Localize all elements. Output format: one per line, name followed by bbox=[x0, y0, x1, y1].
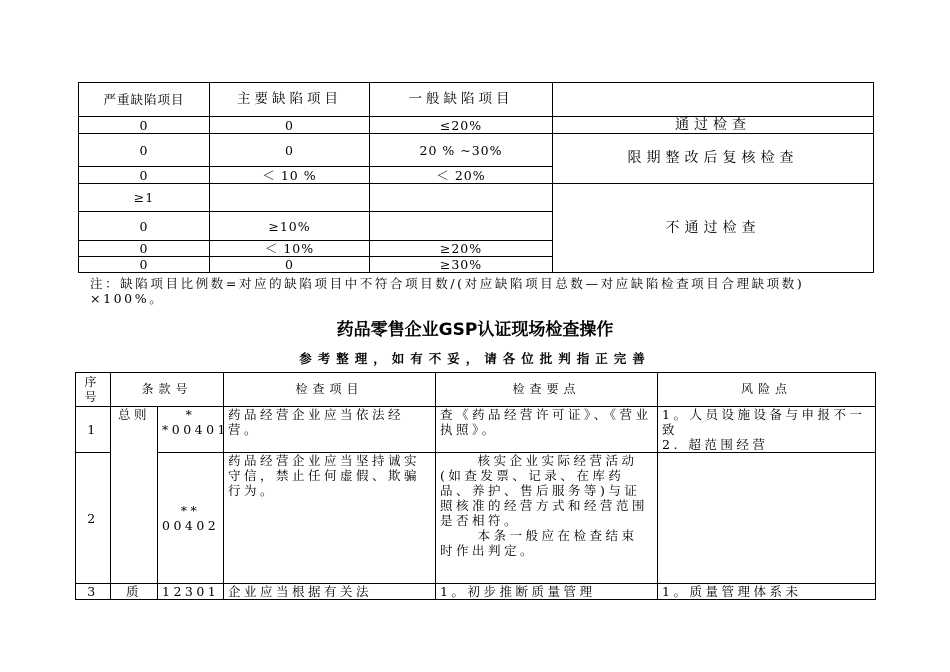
inspection-item: 药品经营企业应当坚持诚实守信，禁止任何虚假、欺骗行为。 bbox=[224, 453, 436, 584]
cell-general: ≤20% bbox=[370, 117, 553, 134]
header-major-defects: 主要缺陷项目 bbox=[210, 83, 370, 117]
cell-major: 0 bbox=[210, 257, 370, 273]
header-severe-defects: 严重缺陷项目 bbox=[79, 83, 210, 117]
cell-general: 20 % ~30% bbox=[370, 134, 553, 167]
row-category: 总则 bbox=[111, 407, 158, 584]
clause-code bbox=[158, 453, 224, 584]
code-number: *00401 bbox=[162, 422, 230, 437]
defect-criteria-table bbox=[78, 82, 874, 273]
result-fail: 不通过检查 bbox=[553, 184, 874, 273]
cell-general: ＜ 20% bbox=[370, 167, 553, 184]
document-subtitle: 参考整理，如有不妥，请各位批判指正完善 bbox=[299, 351, 651, 366]
cell-severe: 0 bbox=[79, 134, 210, 167]
row-number: 3 bbox=[76, 584, 111, 600]
risk-point: 2. 超范围经营 bbox=[662, 437, 769, 452]
table-row bbox=[76, 453, 876, 584]
header-points: 检查要点 bbox=[436, 373, 658, 407]
cell-general bbox=[370, 212, 553, 241]
inspection-points bbox=[436, 453, 658, 584]
risk-point: 1。人员设施设备与申报不一致 bbox=[662, 407, 866, 437]
header-risk: 风险点 bbox=[658, 373, 876, 407]
result-pass: 通过检查 bbox=[553, 117, 874, 134]
inspection-table bbox=[75, 372, 876, 600]
inspection-points: 查《药品经营许可证》、《营业执照》。 bbox=[436, 407, 658, 453]
risk-points bbox=[658, 407, 876, 453]
cell-severe: 0 bbox=[79, 117, 210, 134]
inspection-item: 企业应当根据有关法 bbox=[224, 584, 436, 600]
inspection-item: 药品经营企业应当依法经营。 bbox=[224, 407, 436, 453]
row-number: 2 bbox=[76, 453, 111, 584]
cell-major: ＜ 10% bbox=[210, 241, 370, 257]
cell-severe: ≥1 bbox=[79, 184, 210, 212]
cell-severe: 0 bbox=[79, 212, 210, 241]
result-rectify: 限期整改后复核检查 bbox=[553, 134, 874, 184]
key-mark: * bbox=[185, 407, 196, 422]
cell-major: ＜ 10 % bbox=[210, 167, 370, 184]
ratio-note: 注：缺陷项目比例数=对应的缺陷项目中不符合项目数/(对应缺陷项目总数—对应缺陷检查项目合理缺项数) ×100%。 bbox=[90, 276, 805, 306]
cell-general bbox=[370, 184, 553, 212]
table-row bbox=[76, 584, 876, 600]
header-clause: 条款号 bbox=[111, 373, 224, 407]
risk-points bbox=[658, 453, 876, 584]
header-item: 检查项目 bbox=[224, 373, 436, 407]
cell-major: ≥10% bbox=[210, 212, 370, 241]
header-result bbox=[553, 83, 874, 117]
code-number: 12301 bbox=[158, 584, 224, 600]
row-category: 质 bbox=[111, 584, 158, 600]
cell-severe: 0 bbox=[79, 257, 210, 273]
cell-severe: 0 bbox=[79, 167, 210, 184]
inspection-point: 本条一般应在检查结束时作出判定。 bbox=[440, 528, 638, 558]
header-general-defects: 一般缺陷项目 bbox=[370, 83, 553, 117]
cell-general: ≥20% bbox=[370, 241, 553, 257]
risk-points: 1。质量管理体系未 bbox=[658, 584, 876, 600]
inspection-points: 1。初步推断质量管理 bbox=[436, 584, 658, 600]
table-row bbox=[76, 407, 876, 453]
cell-major: 0 bbox=[210, 117, 370, 134]
inspection-point: 核实企业实际经营活动(如查发票、记录、在库药品、养护、售后服务等)与证照核准的经营方式和经营范围是否相符。 bbox=[440, 453, 649, 528]
code-number: 00402 bbox=[162, 518, 220, 533]
clause-code bbox=[158, 407, 230, 453]
cell-major bbox=[210, 184, 370, 212]
row-number: 1 bbox=[76, 407, 111, 453]
document-title: 药品零售企业GSP认证现场检查操作 bbox=[336, 320, 614, 340]
cell-general: ≥30% bbox=[370, 257, 553, 273]
cell-major: 0 bbox=[210, 134, 370, 167]
key-mark: ** bbox=[180, 503, 201, 518]
header-no: 序号 bbox=[76, 373, 111, 407]
cell-severe: 0 bbox=[79, 241, 210, 257]
